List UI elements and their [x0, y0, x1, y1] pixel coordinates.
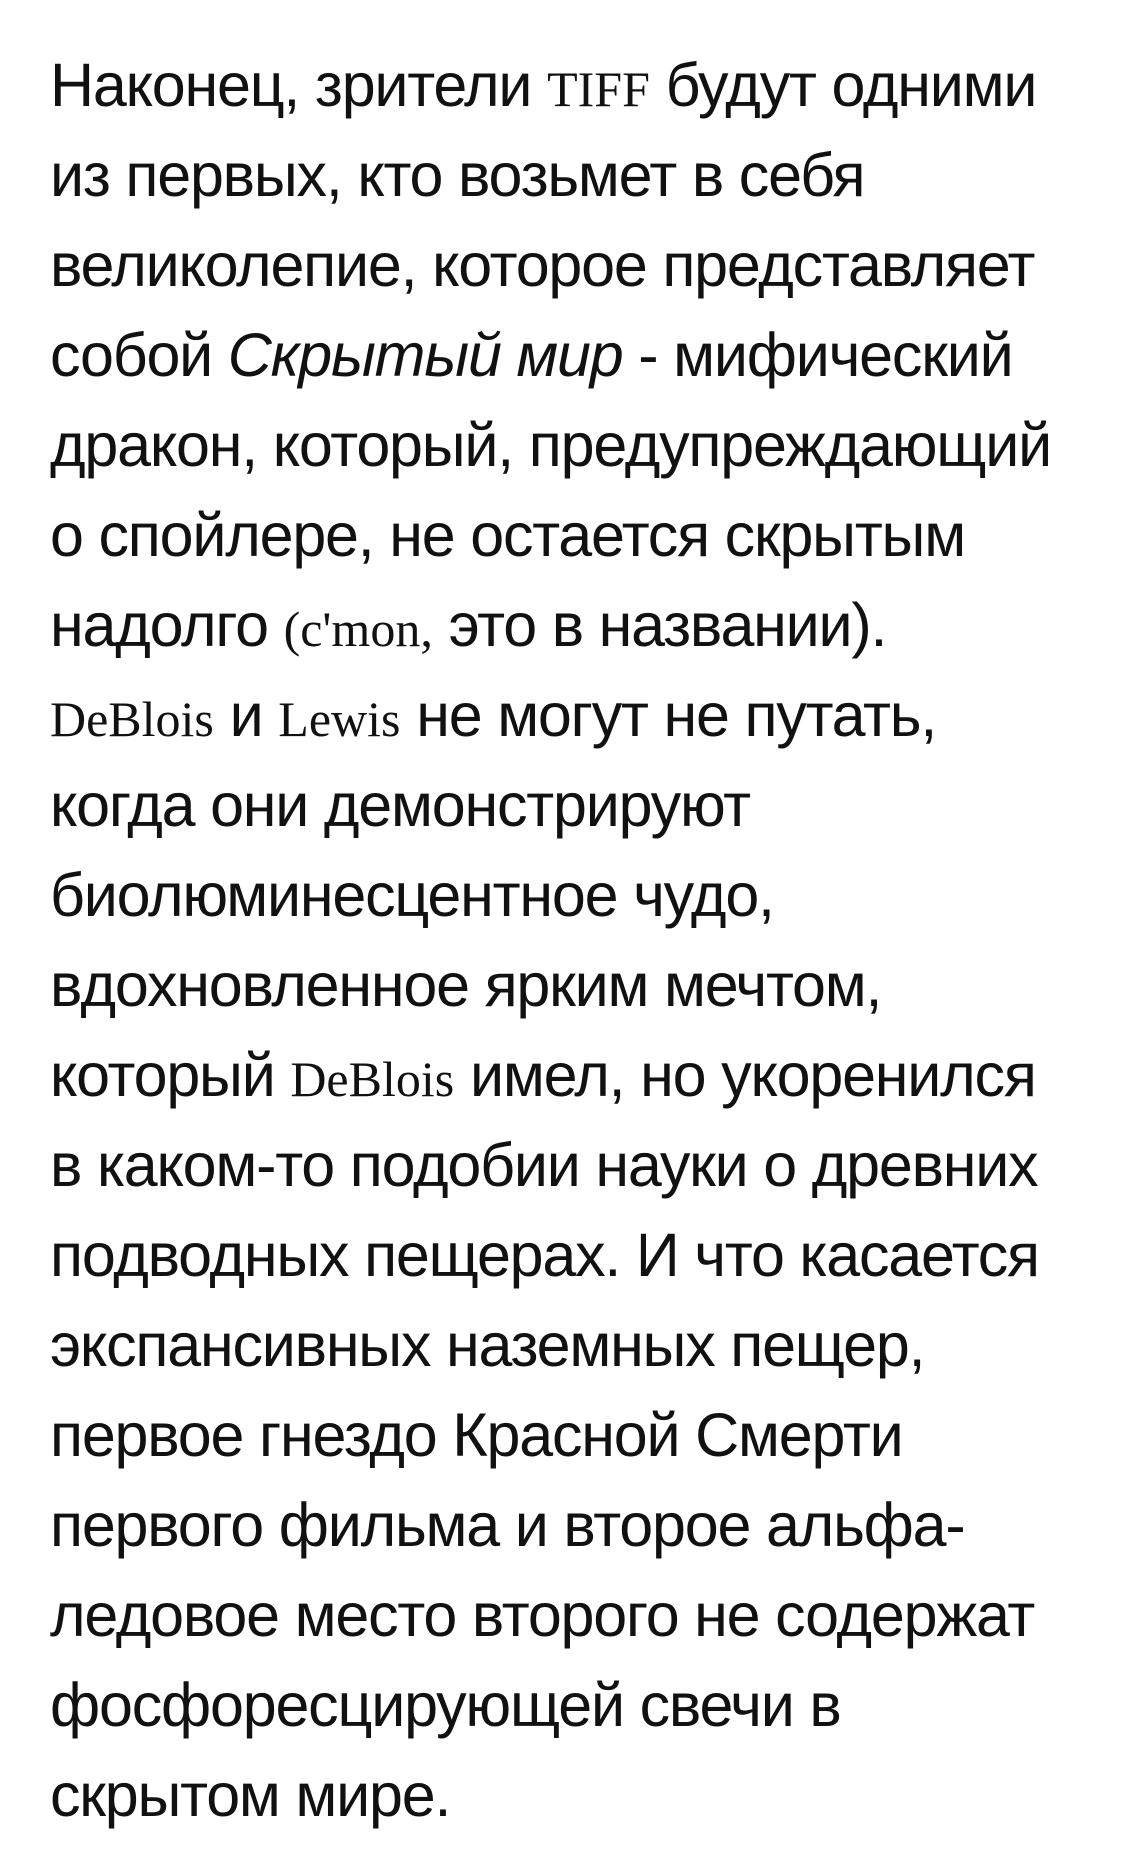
text-line: из первых, кто возьмет в себя — [50, 141, 865, 209]
serif-term: TIFF — [547, 61, 650, 117]
text-line: биолюминесцентное чудо, — [50, 861, 774, 929]
text-line: надолго (c'mon, это в названии). — [50, 591, 887, 659]
text-line: первого фильма и второе альфа- — [50, 1491, 965, 1559]
text-line: фосфоресцирующей свечи в — [50, 1671, 841, 1739]
article-body — [50, 0, 1090, 1840]
text-line: который DeBlois имел, но укоренился — [50, 1041, 1036, 1109]
text-line: экспансивных наземных пещер, — [50, 1311, 925, 1379]
text-line: подводных пещерах. И что касается — [50, 1221, 1039, 1289]
text-line: ледовое место второго не содержат — [50, 1581, 1035, 1649]
text-line: скрытом мире. — [50, 1761, 451, 1829]
text-line: DeBlois и Lewis не могут не путать, — [50, 681, 937, 749]
italic-title: Скрытый мир — [227, 321, 623, 389]
serif-term: (c'mon, — [283, 601, 433, 657]
serif-term: DeBlois — [290, 1051, 455, 1107]
serif-term: DeBlois — [50, 691, 214, 747]
serif-term: Lewis — [278, 691, 401, 747]
text-line: о спойлере, не остается скрытым — [50, 501, 965, 569]
text-line: когда они демонстрируют — [50, 771, 750, 839]
text-line: в каком-то подобии науки о древних — [50, 1131, 1038, 1199]
article-paragraph — [50, 40, 1090, 1840]
text-line: вдохновленное ярким мечтом, — [50, 951, 882, 1019]
text-line: Наконец, зрители TIFF будут одними — [50, 51, 1037, 119]
text-line: первое гнездо Красной Смерти — [50, 1401, 903, 1469]
text-line: собой Скрытый мир - мифический — [50, 321, 1013, 389]
text-line: великолепие, которое представляет — [50, 231, 1035, 299]
text-line: дракон, который, предупреждающий — [50, 411, 1052, 479]
